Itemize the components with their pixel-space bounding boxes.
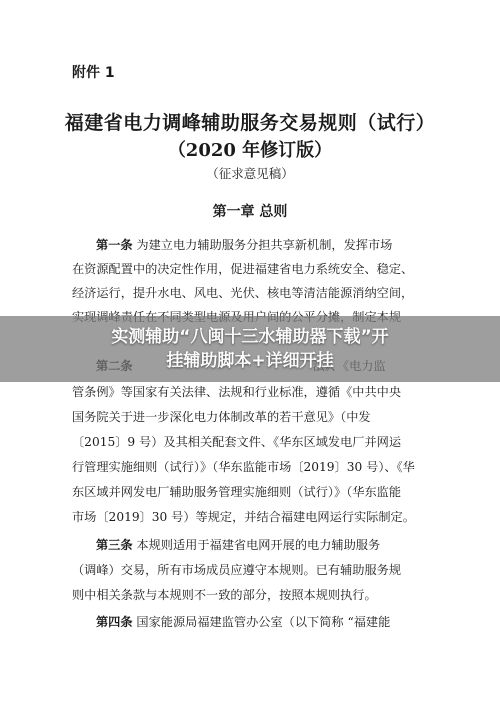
article1-line: 在资源配置中的决定性作用，促进福建省电力系统安全、稳定、 <box>72 262 414 276</box>
chapter-heading: 第一章 总则 <box>212 204 288 220</box>
article1-line <box>96 236 434 254</box>
article1-lead: 第一条 <box>96 238 133 252</box>
banner-line-1: 实测辅助“八闽十三水辅助器下载”开 <box>111 327 389 347</box>
article3-line: （调峰）交易，所有市场成员应遵守本规则。已有辅助服务规 <box>72 563 402 577</box>
article2-line: 东区域并网发电厂辅助服务管理实施细则（试行）》（华东监能 <box>72 485 402 499</box>
article2-line: 市场〔2019〕30 号）等规定，并结合福建电网运行实际制定。 <box>72 510 415 524</box>
article2-line: 管条例》等国家有关法律、法规和行业标准，遵循《中共中央 <box>72 385 402 399</box>
article3-text: 本规则适用于福建省电网开展的电力辅助服务 <box>132 538 381 552</box>
article3-line: 则中相关条款与本规则不一致的部分，按照本规则执行。 <box>72 588 377 602</box>
document-title: 福建省电力调峰辅助服务交易规则（试行） <box>64 112 436 134</box>
document-subtitle: （2020 年修订版） <box>167 140 333 161</box>
article3-lead: 第三条 <box>96 538 133 552</box>
article4-text: 国家能源局福建监管办公室（以下简称 “福建能 <box>132 615 391 629</box>
draft-note: （征求意见稿） <box>206 166 294 181</box>
overlay-banner <box>0 316 500 382</box>
article2-line: 〔2015〕9 号）及其相关配套文件、《华东区域发电厂并网运 <box>72 435 402 449</box>
article4-line <box>96 613 434 631</box>
article2-line: 国务院关于进一步深化电力体制改革的若干意见》（中发 <box>72 410 371 424</box>
article4-lead: 第四条 <box>96 615 133 629</box>
attachment-label: 附件 1 <box>72 65 115 81</box>
article1-text: 为建立电力辅助服务分担共享新机制，发挥市场 <box>132 238 393 252</box>
article3-line <box>96 536 434 554</box>
banner-line-2: 挂辅助脚本+详细开挂 <box>166 351 334 371</box>
article2-line: 行管理实施细则（试行）》（华东监能市场〔2019〕30 号）、《华 <box>72 460 415 474</box>
article1-line: 经济运行，提升水电、风电、光伏、核电等清洁能源消纳空间， <box>72 286 414 300</box>
